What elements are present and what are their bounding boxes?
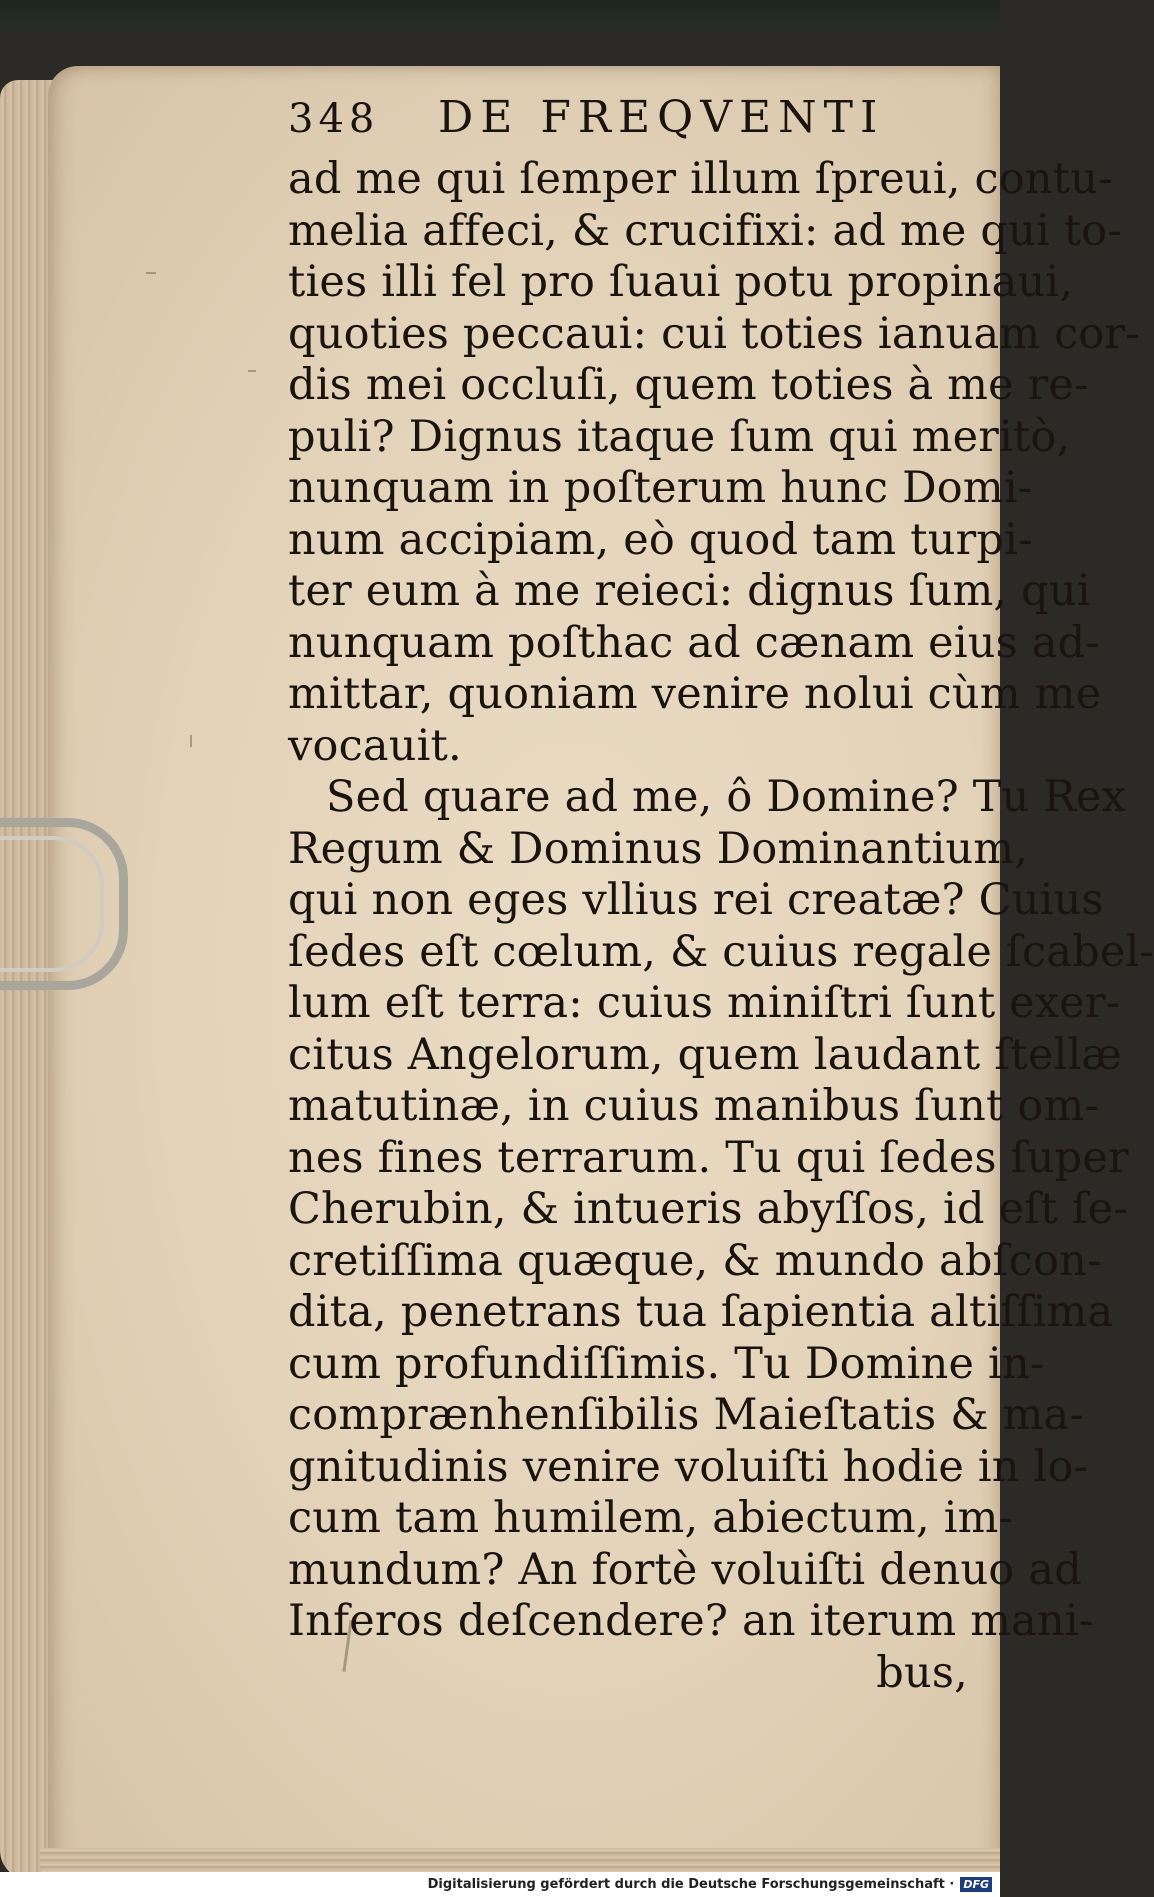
margin-mark xyxy=(146,272,156,274)
text-line: mittar, quoniam venire nolui cùm me xyxy=(288,669,1102,719)
dfg-logo: DFG xyxy=(960,1877,992,1892)
text-line: nes fines terrarum. Tu qui ſedes ſuper xyxy=(288,1132,1129,1183)
text-line: vocauit. xyxy=(288,720,462,771)
text-line: comprænhenſibilis Maieſtatis & ma- xyxy=(288,1390,1085,1440)
text-line: Cherubin, & intueris abyſſos, id eſt ſe- xyxy=(288,1184,1129,1234)
text-line: puli? Dignus itaque ſum qui meritò, xyxy=(288,411,1071,462)
text-line: mundum? An fortè voluiſti denuo ad xyxy=(288,1544,1082,1595)
text-line: ties illi fel pro ſuaui potu propinaui, xyxy=(288,257,1074,307)
text-line: gnitudinis venire voluiſti hodie in lo- xyxy=(288,1441,1089,1492)
page-clip-inner xyxy=(0,836,104,972)
text-line: cum profundiſſimis. Tu Domine in- xyxy=(288,1338,1045,1389)
text-line: nunquam in poſterum hunc Domi- xyxy=(288,463,1033,513)
digitization-credit xyxy=(0,1872,1000,1897)
text-line: lum eſt terra: cuius miniſtri ſunt exer- xyxy=(288,978,1121,1028)
text-line: Sed quare ad me, ô Domine? Tu Rex xyxy=(326,772,1127,822)
margin-mark xyxy=(248,370,256,372)
text-line: cum tam humilem, abiectum, im- xyxy=(288,1493,1014,1543)
text-line: Inferos deſcendere? an iterum mani- xyxy=(288,1596,1094,1646)
text-line: ad me qui ſemper illum ſpreui, contu- xyxy=(288,154,1113,204)
text-line: cretiſſima quæque, & mundo abſcon- xyxy=(288,1235,1102,1286)
text-line: num accipiam, eò quod tam turpi- xyxy=(288,514,1033,565)
text-line: qui non eges vllius rei creatæ? Cuius xyxy=(288,875,1104,925)
text-line: citus Angelorum, quem laudant ſtellæ xyxy=(288,1029,1123,1080)
text-line: ter eum à me reieci: dignus ſum, qui xyxy=(288,566,1091,616)
page-number: 348 xyxy=(288,96,380,142)
margin-mark xyxy=(190,735,192,747)
text-line: dis mei occluſi, quem toties à me re- xyxy=(288,360,1089,410)
text-line: melia affeci, & crucifixi: ad me qui to- xyxy=(288,205,1123,256)
text-line: matutinæ, in cuius manibus ſunt om- xyxy=(288,1081,1100,1131)
text-line: Regum & Dominus Dominantium, xyxy=(288,823,1029,874)
credit-text: Digitalisierung gefördert durch die Deutsche Forschungsgemeinschaft · xyxy=(427,1877,955,1892)
page-text xyxy=(288,92,1154,1699)
text-line: nunquam poſthac ad cænam eius ad- xyxy=(288,617,1101,668)
text-line: dita, penetrans tua ſapientia altiſſima xyxy=(288,1287,1114,1337)
text-line: ſedes eſt cœlum, & cuius regale ſcabel- xyxy=(288,926,1154,977)
text-line: quoties peccaui: cui toties ianuam cor- xyxy=(288,308,1140,359)
page-header xyxy=(288,92,968,154)
running-title: DE FREQVENTI xyxy=(438,92,885,143)
catchword: bus, xyxy=(876,1647,968,1698)
